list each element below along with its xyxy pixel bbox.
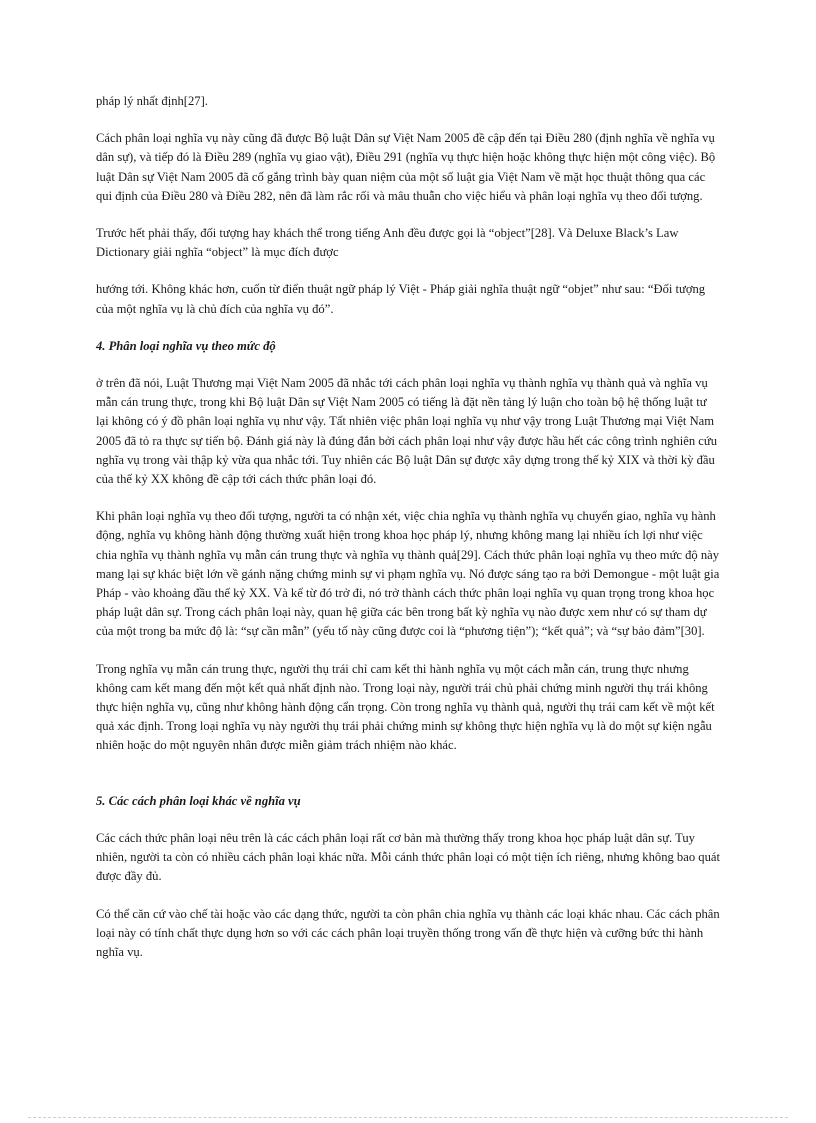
- section-heading-5: 5. Các cách phân loại khác về nghĩa vụ: [96, 793, 301, 808]
- document-page: [96, 92, 722, 962]
- paragraph-sanction-classification: Có thể căn cứ vào chế tài hoặc vào các dạng thức, người ta còn phân chia nghĩa vụ thành các loại khác nhau. Các cách phân loại này có tính chất thực dụng hơn so với các cách phân loại truyền thống trong vấn đề thực hiện và cưỡng bức thi hành nghĩa vụ.: [96, 906, 720, 959]
- paragraph-object-dictionary: hướng tới. Không khác hơn, cuốn từ điển thuật ngữ pháp lý Việt - Pháp giải nghĩa thuật ngữ “objet” như sau: “Đối tượng của một nghĩa vụ là chủ đích của nghĩa vụ đó”.: [96, 282, 706, 316]
- paragraph-classification-by-object: Khi phân loại nghĩa vụ theo đối tượng, người ta có nhận xét, việc chia nghĩa vụ thành nghĩa vụ chuyển giao, nghĩa vụ hành động, nghĩa vụ không hành động thường xuất hiện trong khoa học pháp lý, nhưng không mang lại nhiều ích lợi như việc chia nghĩa vụ thành nghĩa vụ mẫn cán trung thực và nghĩa vụ thành quả[29]. Cách thức phân loại nghĩa vụ theo mức độ này mang lại sự khác biệt lớn về gánh nặng chứng minh sự vi phạm nghĩa vụ. Nó được sáng tạo ra bởi Demongue - một luật gia Pháp - vào khoảng đầu thế kỷ XX. Và kể từ đó trở đi, nó trở thành cách thức phân loại nghĩa vụ quan trọng trong khoa học pháp luật dân sự. Trong cách phân loại này, quan hệ giữa các bên trong bất kỳ nghĩa vụ nào được xem như có sự tham dự của một trong ba mức độ là: “sự cần mẫn” (yếu tố này cũng được coi là “phương tiện”); “kết quả”; và “sự bảo đảm”[30].: [96, 509, 720, 639]
- page-bottom-divider: [28, 1117, 788, 1118]
- paragraph-diligence-obligation: Trong nghĩa vụ mẫn cán trung thực, người thụ trái chỉ cam kết thi hành nghĩa vụ một cách mẫn cán, trung thực nhưng không cam kết mang đến một kết quả nhất định nào. Trong loại này, người trái chủ phải chứng minh người thụ trái không thực hiện nghĩa vụ, cũng như không hành động cẩn trọng. Còn trong nghĩa vụ thành quả, người thụ trái cam kết về một kết quả xác định. Trong loại nghĩa vụ này người thụ trái phải chứng minh sự không thực hiện nghĩa vụ là do một sự kiện ngẫu nhiên hoặc do một nguyên nhân được miễn giảm trách nhiệm nào khác.: [96, 661, 715, 753]
- paragraph-commercial-law: ở trên đã nói, Luật Thương mại Việt Nam 2005 đã nhắc tới cách phân loại nghĩa vụ thành nghĩa vụ thành quả và nghĩa vụ mẫn cán trung thực, trong khi Bộ luật Dân sự Việt Nam 2005 có tiếng là đặt nền tảng lý luận cho toàn bộ hệ thống luật tư lại không có ý đồ phân loại nghĩa vụ như vậy. Tất nhiên việc phân loại nghĩa vụ như vậy trong Luật Thương mại Việt Nam 2005 đã tỏ ra thực sự tiến bộ. Đánh giá này là đúng đắn bởi cách phân loại như vậy được hầu hết các công trình nghiên cứu nghĩa vụ trong vài thập kỷ vừa qua nhắc tới. Tuy nhiên các Bộ luật Dân sự được xây dựng trong thế kỷ XIX và thời kỳ đầu của thế kỷ XX không đề cập tới cách thức phân loại đó.: [96, 376, 717, 487]
- paragraph-intro-fragment: pháp lý nhất định[27].: [96, 94, 208, 108]
- section-heading-4: 4. Phân loại nghĩa vụ theo mức độ: [96, 338, 276, 353]
- paragraph-civil-code-classification: Cách phân loại nghĩa vụ này cũng đã được Bộ luật Dân sự Việt Nam 2005 đề cập đến tại Điều 280 (định nghĩa về nghĩa vụ dân sự), và tiếp đó là Điều 289 (nghĩa vụ giao vật), Điều 291 (nghĩa vụ thực hiện hoặc không thực hiện một công việc). Bộ luật Dân sự Việt Nam 2005 đã cố gắng trình bày quan niệm của một số luật gia Việt Nam về mặt học thuật thông qua các qui định của Điều 280 và Điều 282, nên đã làm rắc rối và mâu thuẫn cho việc hiểu và phân loại nghĩa vụ theo đối tượng.: [96, 131, 716, 203]
- paragraph-object-definition: Trước hết phải thấy, đối tượng hay khách thể trong tiếng Anh đều được gọi là “object”[28]. Và Deluxe Black’s Law Dictionary giải nghĩa “object” là mục đích được: [96, 226, 679, 260]
- paragraph-other-classifications: Các cách thức phân loại nêu trên là các cách phân loại rất cơ bản mà thường thấy trong khoa học pháp luật dân sự. Tuy nhiên, người ta còn có nhiều cách phân loại khác nữa. Mỗi cánh thức phân loại có một tiện ích riêng, nhưng không bao quát được đầy đủ.: [96, 830, 720, 884]
